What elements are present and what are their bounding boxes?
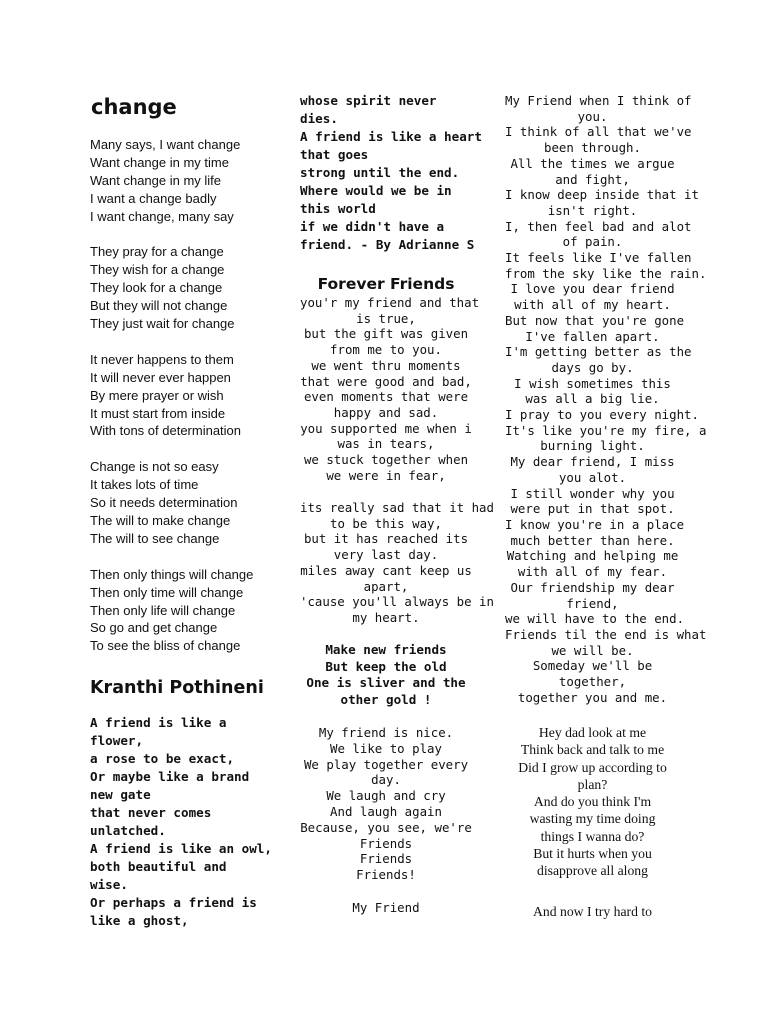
poem-line: was in tears, bbox=[337, 436, 435, 452]
poem-line: We laugh and cry bbox=[326, 788, 446, 804]
poem-line: whose spirit never bbox=[300, 93, 437, 108]
poem-line: A friend is like an owl, bbox=[90, 841, 272, 856]
poem-line: We like to play bbox=[330, 740, 442, 756]
poem-line: But it hurts when you bbox=[533, 846, 652, 862]
change-poem bbox=[90, 136, 275, 655]
poem-line: I know deep inside that it bbox=[505, 187, 699, 203]
poem-line: Friends til the end is what bbox=[505, 626, 707, 642]
poem-line: They wish for a change bbox=[90, 262, 225, 278]
hey-dad-poem bbox=[505, 724, 680, 880]
poem-line: unlatched. bbox=[90, 823, 166, 838]
poem-line: disapprove all along bbox=[537, 863, 648, 879]
stanza-gap bbox=[90, 548, 275, 566]
poem-line: They just wait for change bbox=[90, 316, 235, 332]
poem-line: I wish sometimes this bbox=[514, 375, 671, 391]
poem-line: you supported me when i bbox=[300, 420, 472, 436]
poem-line: plan? bbox=[577, 776, 608, 792]
friend-poem-end bbox=[300, 92, 482, 254]
poem-line: that never comes bbox=[90, 805, 212, 820]
poem-line: friend, bbox=[566, 595, 619, 611]
poem-line: Friends! bbox=[356, 867, 416, 883]
forever-friends-title: Forever Friends bbox=[317, 275, 455, 293]
poem-line: we will be. bbox=[551, 642, 634, 658]
poem-line: My friend is nice. bbox=[318, 725, 454, 740]
poem-line: All the times we argue bbox=[510, 155, 675, 171]
poem-line: One is sliver and the bbox=[306, 675, 466, 690]
poem-line: A friend is like a heart bbox=[300, 129, 482, 144]
friend-poem-start bbox=[90, 714, 275, 930]
poem-line: It will never ever happen bbox=[90, 369, 231, 385]
poem-line: days go by. bbox=[551, 359, 634, 375]
poem-line: Our friendship my dear bbox=[510, 579, 675, 595]
poem-line: dies. bbox=[300, 111, 338, 126]
poem-line: Make new friends bbox=[325, 642, 447, 657]
poem-line: you alot. bbox=[558, 469, 627, 485]
poem-line: from me to you. bbox=[330, 342, 442, 358]
poem-line: wasting my time doing bbox=[529, 811, 656, 827]
poem-line: isn't right. bbox=[547, 202, 638, 218]
poem-line: Hey dad look at me bbox=[538, 725, 647, 740]
poem-line: I think of all that we've bbox=[505, 124, 692, 140]
poem-line: Where would we be in bbox=[300, 183, 452, 198]
stanza-gap bbox=[90, 333, 275, 351]
poem-line: both beautiful and bbox=[90, 859, 227, 874]
author-name: Kranthi Pothineni bbox=[90, 678, 264, 698]
poem-line: miles away cant keep us bbox=[300, 562, 472, 578]
poem-line: together you and me. bbox=[517, 689, 668, 705]
poem-line: you. bbox=[577, 108, 608, 124]
poem-line: I, then feel bad and alot bbox=[505, 218, 692, 234]
stanza-gap bbox=[90, 440, 275, 458]
poem-line: if we didn't have a bbox=[300, 219, 445, 234]
poem-line: were put in that spot. bbox=[510, 501, 675, 517]
stanza-gap bbox=[90, 226, 275, 244]
poem-line: its really sad that it had bbox=[300, 500, 494, 515]
poem-line: burning light. bbox=[540, 438, 645, 454]
poem-line: been through. bbox=[544, 140, 641, 156]
hey-dad-continued: And now I try hard to bbox=[533, 904, 652, 919]
poem-line: Friends bbox=[359, 835, 413, 851]
poem-line: They pray for a change bbox=[90, 244, 224, 260]
poem-line: my heart. bbox=[352, 609, 420, 625]
poem-line: was all a big lie. bbox=[525, 391, 660, 407]
poem-line: I'm getting better as the bbox=[505, 344, 692, 360]
poem-line: And laugh again bbox=[330, 803, 442, 819]
my-friend-heading: My Friend bbox=[352, 900, 420, 915]
poem-line: Then only time will change bbox=[90, 584, 244, 600]
poem-line: like a ghost, bbox=[90, 913, 189, 928]
poem-line: With tons of determination bbox=[90, 423, 242, 439]
poem-line: of pain. bbox=[562, 234, 623, 250]
poem-title-change: change bbox=[91, 95, 177, 119]
poem-line: It's like you're my fire, a bbox=[505, 422, 707, 438]
poem-line: Did I grow up according to bbox=[518, 759, 667, 775]
my-friend-poem bbox=[505, 93, 707, 705]
forever-friends-stanza-1 bbox=[300, 295, 480, 483]
poem-line: It must start from inside bbox=[90, 405, 226, 421]
poem-line: By mere prayer or wish bbox=[90, 387, 224, 403]
poem-line: It feels like I've fallen bbox=[505, 250, 692, 266]
poem-line: But they will not change bbox=[90, 298, 228, 314]
poem-line: Someday we'll be bbox=[532, 658, 653, 674]
poem-line: I've fallen apart. bbox=[525, 328, 660, 344]
poem-line: and fight, bbox=[555, 171, 630, 187]
poem-line: strong until the end. bbox=[300, 165, 460, 180]
poem-line: Want change in my life bbox=[90, 172, 222, 188]
poem-line: I know you're in a place bbox=[505, 516, 685, 532]
poem-line: much better than here. bbox=[510, 532, 675, 548]
poem-line: To see the bliss of change bbox=[90, 638, 241, 654]
poem-line: that goes bbox=[300, 147, 369, 162]
poem-line: Many says, I want change bbox=[90, 137, 241, 152]
poem-line: Think back and talk to me bbox=[520, 742, 665, 758]
poem-line: apart, bbox=[363, 578, 409, 594]
my-friend-is-nice-poem bbox=[300, 725, 472, 883]
poem-line: It takes lots of time bbox=[90, 477, 199, 493]
poem-line: but the gift was given bbox=[303, 326, 469, 342]
poem-line: A friend is like a bbox=[90, 715, 227, 730]
poem-line: I pray to you every night. bbox=[505, 407, 699, 423]
poem-line: Or maybe like a brand bbox=[90, 769, 250, 784]
poem-line: we stuck together when bbox=[303, 452, 469, 468]
poem-line: 'cause you'll always be in bbox=[300, 594, 494, 610]
poem-line: this world bbox=[300, 201, 376, 216]
poem-line: I love you dear friend bbox=[510, 281, 675, 297]
poem-line: we will have to the end. bbox=[505, 611, 685, 627]
poem-line: with all of my fear. bbox=[517, 564, 668, 580]
poem-line: And do you think I'm bbox=[533, 794, 652, 810]
poem-line: to be this way, bbox=[330, 515, 442, 531]
poem-line: Want change in my time bbox=[90, 154, 229, 170]
poem-line: Because, you see, we're bbox=[300, 819, 472, 835]
poem-line: friend. - By Adrianne S bbox=[300, 237, 475, 252]
poem-line: from the sky like the rain. bbox=[505, 265, 707, 281]
poem-line: wise. bbox=[90, 877, 128, 892]
poem-line: Friends bbox=[359, 851, 413, 867]
poem-line: but it has reached its bbox=[303, 531, 469, 547]
poem-line: We play together every bbox=[303, 756, 469, 772]
poem-line: things I wanna do? bbox=[540, 828, 645, 844]
poem-line: you'r my friend and that bbox=[300, 295, 480, 310]
poem-line: So go and get change bbox=[90, 620, 218, 636]
poem-line: Watching and helping me bbox=[506, 548, 679, 564]
poem-line: So it needs determination bbox=[90, 495, 238, 511]
poem-line: we were in fear, bbox=[326, 467, 446, 483]
poem-line: Change is not so easy bbox=[90, 459, 219, 475]
poem-line: flower, bbox=[90, 733, 144, 748]
poem-line: even moments that were bbox=[303, 389, 469, 405]
poem-line: Or perhaps a friend is bbox=[90, 895, 257, 910]
poem-line: together, bbox=[558, 674, 627, 690]
poem-line: My Friend when I think of bbox=[505, 93, 692, 108]
poem-line: very last day. bbox=[333, 547, 439, 563]
poem-line: My dear friend, I miss bbox=[510, 454, 675, 470]
poem-line: It never happens to them bbox=[90, 351, 234, 367]
poem-line: The will to see change bbox=[90, 530, 220, 546]
poem-line: I still wonder why you bbox=[510, 485, 675, 501]
poem-line: day. bbox=[371, 772, 401, 788]
poem-line: is true, bbox=[356, 310, 416, 326]
poem-line: with all of my heart. bbox=[514, 297, 671, 313]
poem-line: Then only life will change bbox=[90, 602, 236, 618]
poem-line: happy and sad. bbox=[333, 404, 439, 420]
forever-friends-stanza-2 bbox=[300, 500, 494, 626]
poem-line: Then only things will change bbox=[90, 566, 254, 582]
poem-line: other gold ! bbox=[340, 691, 432, 707]
poem-line: that were good and bad, bbox=[300, 373, 472, 389]
poem-line: But now that you're gone bbox=[505, 312, 685, 328]
poem-line: They look for a change bbox=[90, 280, 223, 296]
poem-line: But keep the old bbox=[325, 658, 447, 674]
poem-line: new gate bbox=[90, 787, 151, 802]
poem-line: a rose to be exact, bbox=[90, 751, 235, 766]
poem-line: I want change, many say bbox=[90, 208, 234, 224]
make-new-friends-verse bbox=[300, 642, 472, 708]
poem-line: The will to make change bbox=[90, 512, 231, 528]
poem-line: I want a change badly bbox=[90, 190, 217, 206]
poem-line: we went thru moments bbox=[311, 357, 461, 373]
